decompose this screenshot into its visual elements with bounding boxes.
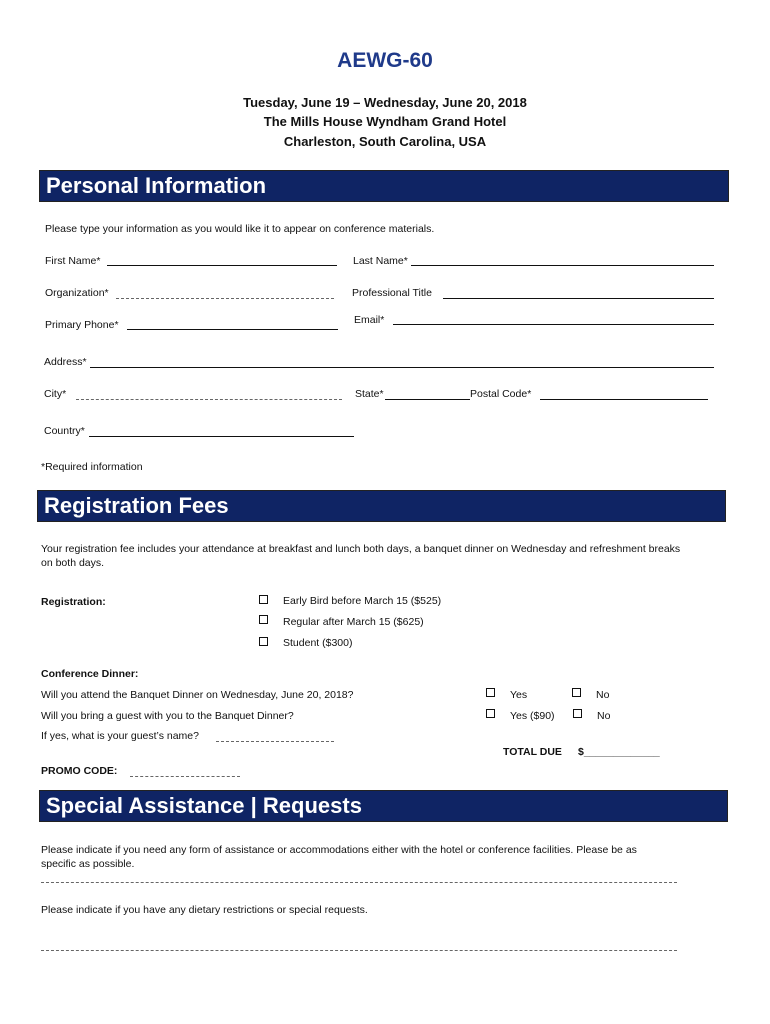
page-title: AEWG-60	[337, 49, 433, 72]
country-label: Country*	[44, 425, 85, 437]
guest-no-label: No	[597, 710, 611, 722]
dinner-yes-checkbox[interactable]	[486, 688, 495, 697]
fees-intro-line-1: Your registration fee includes your attendance at breakfast and lunch both days, a banquet dinner on Wednesday and refreshment breaks	[41, 543, 681, 555]
postal-code-label: Postal Code*	[470, 388, 532, 400]
special-assistance-heading: Special Assistance | Requests	[39, 790, 728, 822]
dietary-label: Please indicate if you have any dietary restrictions or special requests.	[41, 904, 368, 916]
registration-label: Registration:	[41, 596, 106, 608]
guest-no-checkbox[interactable]	[573, 709, 582, 718]
personal-intro: Please type your information as you would like it to appear on conference materials.	[45, 223, 435, 235]
event-location: Charleston, South Carolina, USA	[283, 134, 487, 149]
personal-info-heading: Personal Information	[39, 170, 729, 202]
regular-checkbox[interactable]	[259, 615, 268, 624]
first-name-field[interactable]	[107, 265, 337, 266]
state-field[interactable]	[385, 399, 470, 400]
state-label: State*	[355, 388, 384, 400]
organization-label: Organization*	[45, 287, 109, 299]
promo-code-field[interactable]	[130, 776, 240, 777]
dietary-field[interactable]	[41, 950, 677, 951]
dinner-yes-label: Yes	[510, 689, 528, 701]
guest-yes-label: Yes ($90)	[510, 710, 555, 722]
city-field[interactable]	[76, 399, 342, 400]
student-option: Student ($300)	[283, 637, 353, 649]
required-note: *Required information	[41, 461, 143, 473]
special-intro-line-1: Please indicate if you need any form of assistance or accommodations either with the hotel or conference facilities. Please be as	[41, 844, 637, 856]
address-field[interactable]	[90, 367, 714, 368]
address-label: Address*	[44, 356, 87, 368]
city-label: City*	[44, 388, 67, 400]
assistance-field[interactable]	[41, 882, 677, 883]
last-name-field[interactable]	[411, 265, 714, 266]
country-field[interactable]	[89, 436, 354, 437]
professional-title-label: Professional Title	[352, 287, 432, 299]
primary-phone-field[interactable]	[127, 329, 338, 330]
dinner-no-checkbox[interactable]	[572, 688, 581, 697]
promo-code-label: PROMO CODE:	[41, 765, 118, 777]
guest-name-field[interactable]	[216, 741, 334, 742]
dinner-question-2: Will you bring a guest with you to the Banquet Dinner?	[41, 710, 294, 722]
fees-intro-line-2: on both days.	[41, 557, 105, 569]
total-due-label: TOTAL DUE	[503, 746, 562, 758]
last-name-label: Last Name*	[353, 255, 408, 267]
email-field[interactable]	[393, 324, 714, 325]
conference-dinner-label: Conference Dinner:	[41, 668, 139, 680]
email-label: Email*	[354, 314, 385, 326]
early-bird-checkbox[interactable]	[259, 595, 268, 604]
guest-name-label: If yes, what is your guest’s name?	[41, 730, 199, 742]
primary-phone-label: Primary Phone*	[45, 319, 119, 331]
student-checkbox[interactable]	[259, 637, 268, 646]
early-bird-option: Early Bird before March 15 ($525)	[283, 595, 442, 607]
special-intro-line-2: specific as possible.	[41, 858, 135, 870]
dinner-question-1: Will you attend the Banquet Dinner on Wednesday, June 20, 2018?	[41, 689, 354, 701]
professional-title-field[interactable]	[443, 298, 714, 299]
registration-fees-heading: Registration Fees	[37, 490, 726, 522]
organization-field[interactable]	[116, 298, 334, 299]
regular-option: Regular after March 15 ($625)	[283, 616, 424, 628]
total-due-field[interactable]: $_____________	[578, 746, 660, 758]
first-name-label: First Name*	[45, 255, 101, 267]
postal-code-field[interactable]	[540, 399, 708, 400]
dinner-no-label: No	[596, 689, 610, 701]
guest-yes-checkbox[interactable]	[486, 709, 495, 718]
event-dates: Tuesday, June 19 – Wednesday, June 20, 2018	[243, 95, 527, 110]
event-venue: The Mills House Wyndham Grand Hotel	[263, 114, 507, 129]
